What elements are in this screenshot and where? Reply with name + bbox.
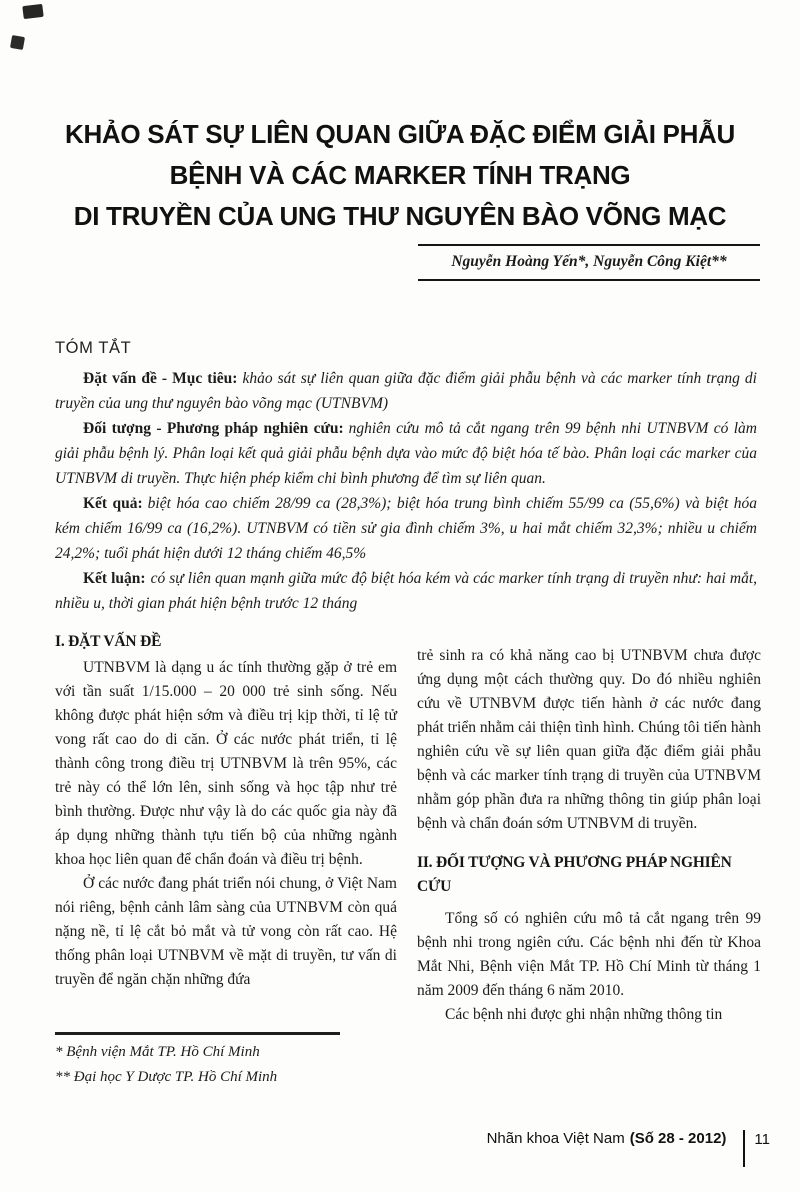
abstract-lead: Kết luận: bbox=[83, 570, 146, 587]
scan-artifact-mark bbox=[10, 35, 25, 50]
abstract-text: biệt hóa cao chiếm 28/99 ca (28,3%); biệt hóa trung bình chiếm 55/99 ca (55,6%) và biệt hóa kém chiếm 16/99 ca (16,2%). UTNBVM có tiền sử gia đình chiếm 3%, u hai mắt chiếm 32,3%; nhiều u chiếm 24,2%; tuổi phát hiện dưới 12 tháng chiếm 46,5% bbox=[55, 495, 758, 562]
body-paragraph: Ở các nước đang phát triển nói chung, ở Việt Nam nói riêng, bệnh cảnh lâm sàng của UTNBVM còn quá nặng nề, tỉ lệ cắt bỏ mắt và tử vong còn rất cao. Hệ thống phân loại UTNBVM về mặt di truyền, tư vấn di truyền để ngăn chặn những đứa bbox=[55, 875, 397, 988]
abstract-paragraph bbox=[55, 366, 757, 416]
journal-name: Nhãn khoa Việt Nam bbox=[486, 1130, 625, 1147]
body-paragraph: trẻ sinh ra có khả năng cao bị UTNBVM chưa được ứng dụng một cách thường quy. Do đó nhiều nghiên cứu về UTNBVM được tiến hành ở các nước đang phát triển nhằm cải thiện tình hình. Chúng tôi tiến hành nghiên cứu về sự liên quan giữa đặc điểm giải phẫu bệnh và các marker tính trạng di truyền của UTNBVM nhằm góp phần đưa ra những thông tin giúp phân loại bệnh và chẩn đoán sớm UTNBVM di truyền. bbox=[417, 647, 761, 832]
page-number: 11 bbox=[754, 1131, 770, 1148]
footnote-affiliation-2: ** Đại học Y Dược TP. Hồ Chí Minh bbox=[55, 1069, 278, 1085]
paper-title-line: DI TRUYỀN CỦA UNG THƯ NGUYÊN BÀO VÕNG MẠC bbox=[73, 201, 727, 231]
abstract-heading: TÓM TẮT bbox=[55, 339, 132, 357]
left-column bbox=[55, 630, 397, 992]
footnotes bbox=[55, 1032, 375, 1090]
paper-title-line: KHẢO SÁT SỰ LIÊN QUAN GIỮA ĐẶC ĐIỂM GIẢI PHẪU bbox=[64, 119, 736, 149]
abstract-paragraph bbox=[55, 491, 757, 566]
section-heading-2: II. ĐỐI TƯỢNG VÀ PHƯƠNG PHÁP NGHIÊN CỨU bbox=[417, 854, 732, 895]
footer-divider bbox=[743, 1130, 745, 1167]
abstract-section bbox=[55, 336, 757, 616]
footnote-affiliation-1: * Bệnh viện Mắt TP. Hồ Chí Minh bbox=[55, 1044, 260, 1060]
abstract-lead: Đối tượng - Phương pháp nghiên cứu: bbox=[83, 420, 344, 437]
footnote-rule bbox=[55, 1032, 340, 1035]
right-column bbox=[417, 630, 761, 1027]
authors-line: Nguyễn Hoàng Yến*, Nguyễn Công Kiệt** bbox=[418, 244, 760, 281]
paper-title bbox=[20, 114, 780, 237]
body-paragraph: UTNBVM là dạng u ác tính thường gặp ở trẻ em với tần suất 1/15.000 – 20 000 trẻ sinh sống. Nếu không được phát hiện sớm và điều trị kịp thời, tỉ lệ tử vong rất cao do di căn. Ở các nước phát triển, tỉ lệ thành công trong điều trị UTNBVM là trên 95%, các trẻ này có thể lớn lên, sinh sống và học tập như trẻ bình thường. Được như vậy là do các quốc gia này đã áp dụng những thành tựu tiến bộ của những ngành khoa học liên quan để chẩn đoán và điều trị bệnh. bbox=[55, 659, 397, 868]
abstract-text: khảo sát sự liên quan giữa đặc điểm giải phẫu bệnh và các marker tính trạng di truyền của ung thư nguyên bào võng mạc (UTNBVM) bbox=[55, 370, 757, 412]
body-paragraph: Tổng số có nghiên cứu mô tả cắt ngang trên 99 bệnh nhi trong ngiên cứu. Các bệnh nhi đến từ Khoa Mắt Nhi, Bệnh viện Mắt TP. Hồ Chí Minh từ tháng 1 năm 2009 đến tháng 6 năm 2010. bbox=[417, 910, 761, 999]
scan-artifact-mark bbox=[22, 4, 43, 19]
abstract-text: nghiên cứu mô tả cắt ngang trên 99 bệnh nhi UTNBVM có làm giải phẫu bệnh lý. Phân loại kết quả giải phẫu bệnh dựa vào mức độ biệt hóa tế bào. Phân loại các marker của UTNBVM di truyền. Thực hiện phép kiểm chi bình phương để tìm sự liên quan. bbox=[55, 420, 757, 487]
section-heading-1: I. ĐẶT VẤN ĐỀ bbox=[55, 633, 162, 650]
abstract-paragraph bbox=[55, 416, 757, 491]
paper-title-line: BỆNH VÀ CÁC MARKER TÍNH TRẠNG bbox=[169, 160, 631, 190]
journal-issue: (Số 28 - 2012) bbox=[629, 1130, 727, 1147]
abstract-paragraph bbox=[55, 566, 757, 616]
abstract-lead: Kết quả: bbox=[83, 495, 143, 512]
body-paragraph: Các bệnh nhi được ghi nhận những thông tin bbox=[445, 1006, 723, 1023]
abstract-lead: Đặt vấn đề - Mục tiêu: bbox=[83, 370, 238, 387]
abstract-text: có sự liên quan mạnh giữa mức độ biệt hóa kém và các marker tính trạng di truyền như: hai mắt, nhiều u, thời gian phát hiện bệnh trước 12 tháng bbox=[55, 570, 758, 612]
page-footer bbox=[0, 1130, 770, 1167]
